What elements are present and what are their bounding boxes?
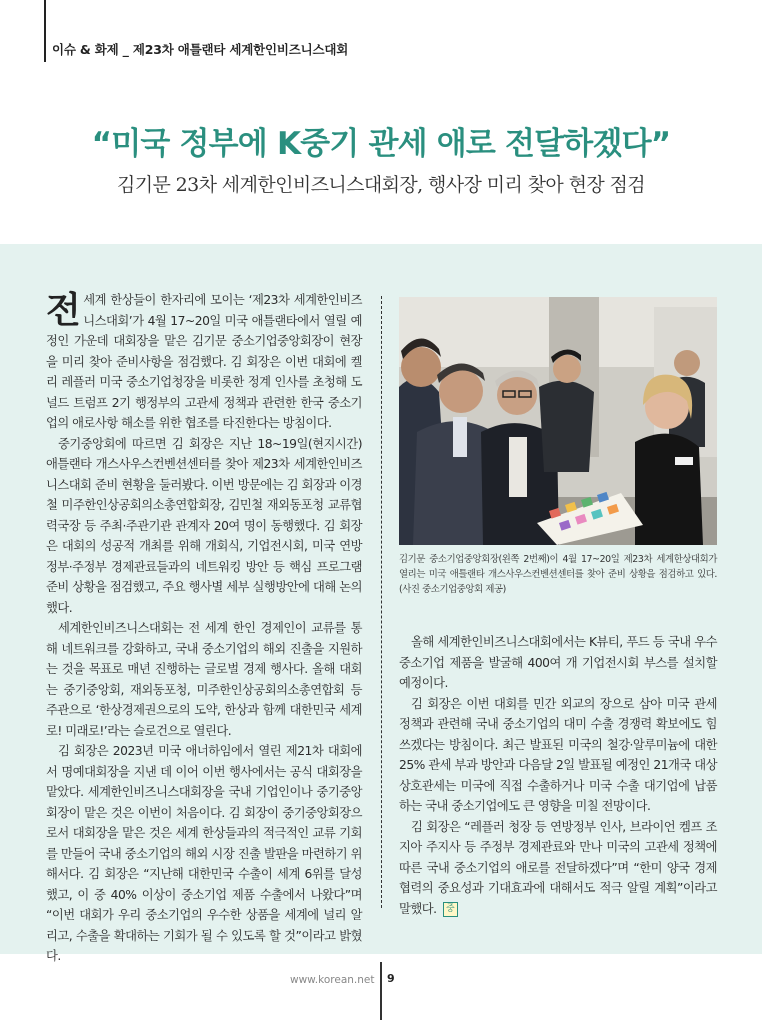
right-column xyxy=(399,632,717,919)
body-paragraph: 세계한인비즈니스대회는 전 세계 한인 경제인이 교류를 통해 네트워크를 강화하고, 국내 중소기업의 해외 진출을 지원하는 것을 목표로 매년 진행하는 글로벌 경제 행사다. 올해 대회는 중기중앙회, 재외동포청, 미주한인상공회의소총연합회 등 주관으로 ‘한상경제권으로의 도약, 한상과 함께 대한민국 세계로! 미래로!’라는 슬로건으로 열린다. xyxy=(46,621,362,738)
body-paragraph: 김 회장은 “레플러 청장 등 연방정부 인사, 브라이언 켐프 조지아 주지사 등 주정부 경제관료와 만나 미국의 고관세 정책에 따른 국내 중소기업의 애로를 전달하겠다”며 “한미 양국 경제협력의 중요성과 기대효과에 대해서도 적극 알릴 계획”이라고 말했다. 중 xyxy=(399,819,717,916)
drop-cap: 전 xyxy=(46,289,81,331)
footer-rule xyxy=(380,962,382,1020)
column-divider xyxy=(381,296,382,908)
body-paragraph: 김 회장은 이번 대회를 민간 외교의 장으로 삼아 미국 관세 정책과 관련해 국내 중소기업의 대미 수출 경쟁력 확보에도 힘쓰겠다는 방침이다. 최근 발표된 미국의 철강·알루미늄에 대한 25% 관세 부과 방안과 다음달 2일 발표될 예정인 21개국 대상 상호관세는 미국에 직접 수출하거나 미국 수출 대기업에 납품하는 국내 중소기업에도 큰 영향을 미칠 전망이다. xyxy=(399,696,717,813)
article-end-mark: 중 xyxy=(443,902,458,917)
footer-website: www.korean.net xyxy=(290,974,375,986)
page-number: 9 xyxy=(387,972,395,985)
body-paragraph: 김 회장은 2023년 미국 애너하임에서 열린 제21차 대회에서 명예대회장을 지낸 데 이어 이번 행사에서는 공식 대회장을 맡았다. 세계한인비즈니스대회장을 국내 기업인이나 중기중앙회장이 맡은 것은 이번이 처음이다. 김 회장이 중기중앙회장으로서 대회장을 맡은 것은 세계 한상들과의 적극적인 교류 기회를 만들어 국내 중소기업의 해외 시장 진출 발판을 마련하기 위해서다. 김 회장은 “지난해 대한민국 수출이 세계 6위를 달성했고, 이 중 40% 이상이 중소기업 제품 수출에서 나왔다”며 “이번 대회가 우리 중소기업의 우수한 상품을 세계에 널리 알리고, 수출을 확대하는 기회가 될 수 있도록 할 것”이라고 밝혔다. xyxy=(46,744,362,963)
section-label: 이슈 & 화제 _ 제23차 애틀랜타 세계한인비즈니스대회 xyxy=(52,42,349,57)
photo-caption: 김기문 중소기업중앙회장(왼쪽 2번째)이 4월 17~20일 제23차 세계한상대회가 열리는 미국 애틀랜타 개스사우스컨벤션센터를 찾아 준비 상황을 점검하고 있다.(사진 중소기업중앙회 제공) xyxy=(399,554,717,595)
body-paragraph: 중기중앙회에 따르면 김 회장은 지난 18~19일(현지시간) 애틀랜타 개스사우스컨벤션센터를 찾아 제23차 세계한인비즈니스대회 준비 현황을 둘러봤다. 이번 방문에는 김 회장과 이경철 미주한인상공회의소총연합회장, 김민철 재외동포청 교류협력국장 등 주최·주관기관 관계자 20여 명이 동행했다. 김 회장은 대회의 성공적 개최를 위해 개회식, 기업전시회, 미국 연방정부·주정부 경제관료들과의 네트워킹 방안 등 핵심 프로그램 준비 상황을 점검했고, 주요 행사별 세부 실행방안에 대해 논의했다. xyxy=(46,436,362,615)
header-rule xyxy=(44,0,46,62)
left-column xyxy=(46,290,362,967)
article-subheadline: 김기문 23차 세계한인비즈니스대회장, 행사장 미리 찾아 현장 점검 xyxy=(116,174,646,196)
article-photo xyxy=(399,297,717,545)
body-paragraph: 올해 세계한인비즈니스대회에서는 K뷰티, 푸드 등 국내 우수 중소기업 제품을 발굴해 400여 개 기업전시회 부스를 설치할 예정이다. xyxy=(399,635,717,690)
article-headline: “미국 정부에 K중기 관세 애로 전달하겠다” xyxy=(91,126,671,162)
body-paragraph: 전세계 한상들이 한자리에 모이는 ‘제23차 세계한인비즈니스대회’가 4월 17~20일 미국 애틀랜타에서 열릴 예정인 가운데 대회장을 맡은 김기문 중소기업중앙회장이 현장을 미리 찾아 준비사항을 점검했다. 김 회장은 이번 대회에 켈리 레플러 미국 중소기업청장을 비롯한 정계 인사를 초청해 도널드 트럼프 2기 행정부의 고관세 정책과 관련한 한국 중소기업의 애로사항 해소를 위한 협조를 타진한다는 방침이다. xyxy=(46,289,362,430)
